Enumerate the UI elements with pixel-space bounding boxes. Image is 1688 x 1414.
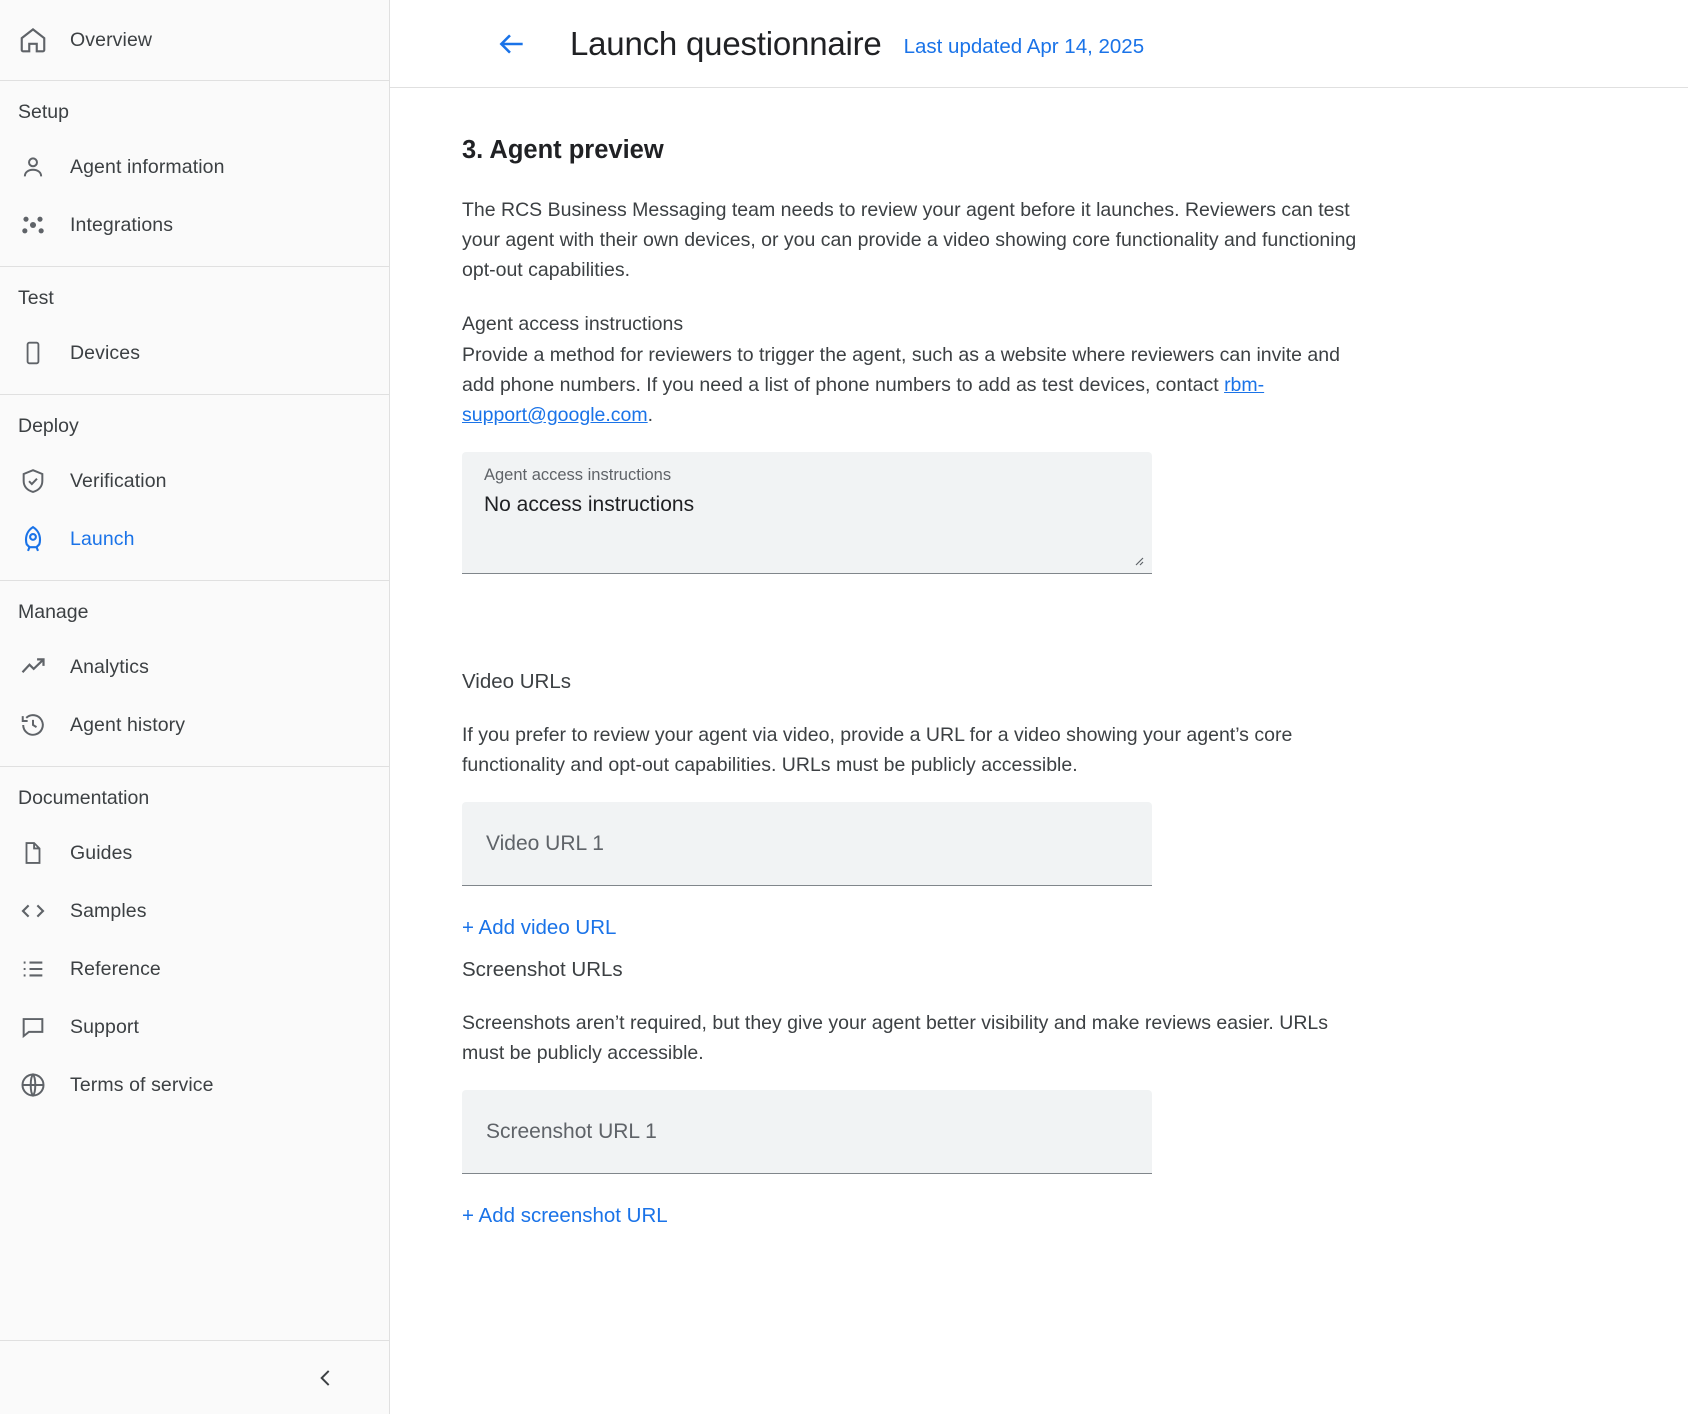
- sidebar-item-label: Terms of service: [70, 1073, 214, 1096]
- rbm-support-email-link[interactable]: rbm-support@google.com: [462, 374, 1265, 426]
- resize-handle-icon[interactable]: [1129, 551, 1145, 567]
- sidebar-item-devices[interactable]: [0, 324, 389, 382]
- rocket-icon: [16, 522, 50, 556]
- sidebar-item-label: Samples: [70, 899, 147, 922]
- sidebar-item-guides[interactable]: [0, 824, 389, 882]
- screenshot-urls-heading: Screenshot URLs: [462, 958, 623, 981]
- sidebar-item-reference[interactable]: [0, 940, 389, 998]
- sidebar-item-label: Agent history: [70, 713, 186, 736]
- sidebar-item-terms-of-service[interactable]: [0, 1056, 389, 1114]
- sidebar-section-manage: [0, 580, 389, 766]
- sidebar-section-title: Deploy: [18, 415, 79, 437]
- sidebar-section-title: Test: [18, 287, 54, 309]
- section-intro-text: The RCS Business Messaging team needs to review your agent before it launches. Reviewers can test your agent with their own devices, or you can provide a video showing core functionality and functioning opt-out capabilities.: [462, 199, 1357, 281]
- trending-up-icon: [16, 650, 50, 684]
- input-placeholder: Screenshot URL 1: [486, 1119, 657, 1143]
- sidebar-section-title: Manage: [18, 601, 89, 623]
- sidebar-section-documentation: [0, 766, 389, 1126]
- screenshot-url-1-input[interactable]: [462, 1090, 1152, 1174]
- sidebar-item-label: Analytics: [70, 655, 149, 678]
- sidebar-item-integrations[interactable]: [0, 196, 389, 254]
- history-icon: [16, 708, 50, 742]
- sidebar-section-title: Setup: [18, 101, 69, 123]
- sidebar-item-label: Verification: [70, 469, 167, 492]
- sidebar-spacer: [0, 1126, 389, 1340]
- phone-icon: [16, 336, 50, 370]
- sidebar-item-support[interactable]: [0, 998, 389, 1056]
- document-icon: [16, 836, 50, 870]
- sidebar-item-label: Support: [70, 1015, 139, 1038]
- page-title: Launch questionnaire: [570, 24, 882, 62]
- sidebar-item-label: Reference: [70, 957, 161, 980]
- sidebar-item-agent-history[interactable]: [0, 696, 389, 754]
- sidebar-item-label: Guides: [70, 841, 133, 864]
- sidebar-footer: [0, 1340, 389, 1414]
- list-icon: [16, 952, 50, 986]
- screenshot-urls-description: Screenshots aren’t required, but they give your agent better visibility and make reviews easier. URLs must be publicly accessible.: [462, 1012, 1329, 1064]
- sidebar-section-setup: [0, 80, 389, 266]
- main-content: [390, 0, 1688, 1414]
- person-icon: [16, 150, 50, 184]
- input-placeholder: Video URL 1: [486, 831, 604, 855]
- agent-access-instructions-textarea[interactable]: [462, 452, 1152, 574]
- sidebar-item-label: Devices: [70, 341, 141, 364]
- sidebar-item-label: Launch: [70, 527, 135, 550]
- last-updated-label: Last updated Apr 14, 2025: [903, 34, 1145, 58]
- field-label: Agent access instructions: [484, 466, 672, 484]
- sidebar-item-label: Integrations: [70, 213, 174, 236]
- add-video-url-button[interactable]: + Add video URL: [462, 916, 617, 939]
- sidebar-item-label: Overview: [70, 28, 153, 51]
- chevron-left-icon[interactable]: [309, 1361, 343, 1395]
- video-urls-description: If you prefer to review your agent via video, provide a URL for a video showing your agent’s core functionality and opt-out capabilities. URLs must be publicly accessible.: [462, 724, 1293, 776]
- sidebar-section-title: Documentation: [18, 787, 150, 809]
- video-urls-heading: Video URLs: [462, 670, 572, 693]
- spacer: [462, 574, 1688, 670]
- sidebar-section-deploy: [0, 394, 389, 580]
- chat-icon: [16, 1010, 50, 1044]
- add-screenshot-url-button[interactable]: + Add screenshot URL: [462, 1204, 668, 1227]
- sidebar-item-label: Agent information: [70, 155, 225, 178]
- sidebar: [0, 0, 390, 1414]
- agent-access-description-pre: Provide a method for reviewers to trigger the agent, such as a website where reviewers can invite and add phone numbers. If you need a list of phone numbers to add as test devices, contact: [462, 344, 1340, 396]
- shield-check-icon: [16, 464, 50, 498]
- integrations-icon: [16, 208, 50, 242]
- sidebar-item-analytics[interactable]: [0, 638, 389, 696]
- section-heading: 3. Agent preview: [462, 136, 664, 164]
- sidebar-section-test: [0, 266, 389, 394]
- agent-access-description-post: .: [647, 404, 654, 426]
- sidebar-item-launch[interactable]: [0, 510, 389, 568]
- questionnaire-section: [390, 88, 1688, 1228]
- sidebar-item-overview[interactable]: [0, 0, 389, 80]
- arrow-left-icon[interactable]: [492, 24, 532, 64]
- video-url-1-input[interactable]: [462, 802, 1152, 886]
- home-icon: [16, 23, 50, 57]
- sidebar-item-verification[interactable]: [0, 452, 389, 510]
- agent-access-description: [462, 340, 1367, 430]
- field-value: No access instructions: [484, 493, 695, 516]
- spacer: [462, 1174, 1688, 1204]
- globe-icon: [16, 1068, 50, 1102]
- sidebar-item-agent-information[interactable]: [0, 138, 389, 196]
- page-header: [390, 0, 1688, 88]
- code-icon: [16, 894, 50, 928]
- spacer: [462, 886, 1688, 916]
- agent-access-label: Agent access instructions: [462, 313, 684, 335]
- spacer: [462, 940, 1688, 958]
- sidebar-item-samples[interactable]: [0, 882, 389, 940]
